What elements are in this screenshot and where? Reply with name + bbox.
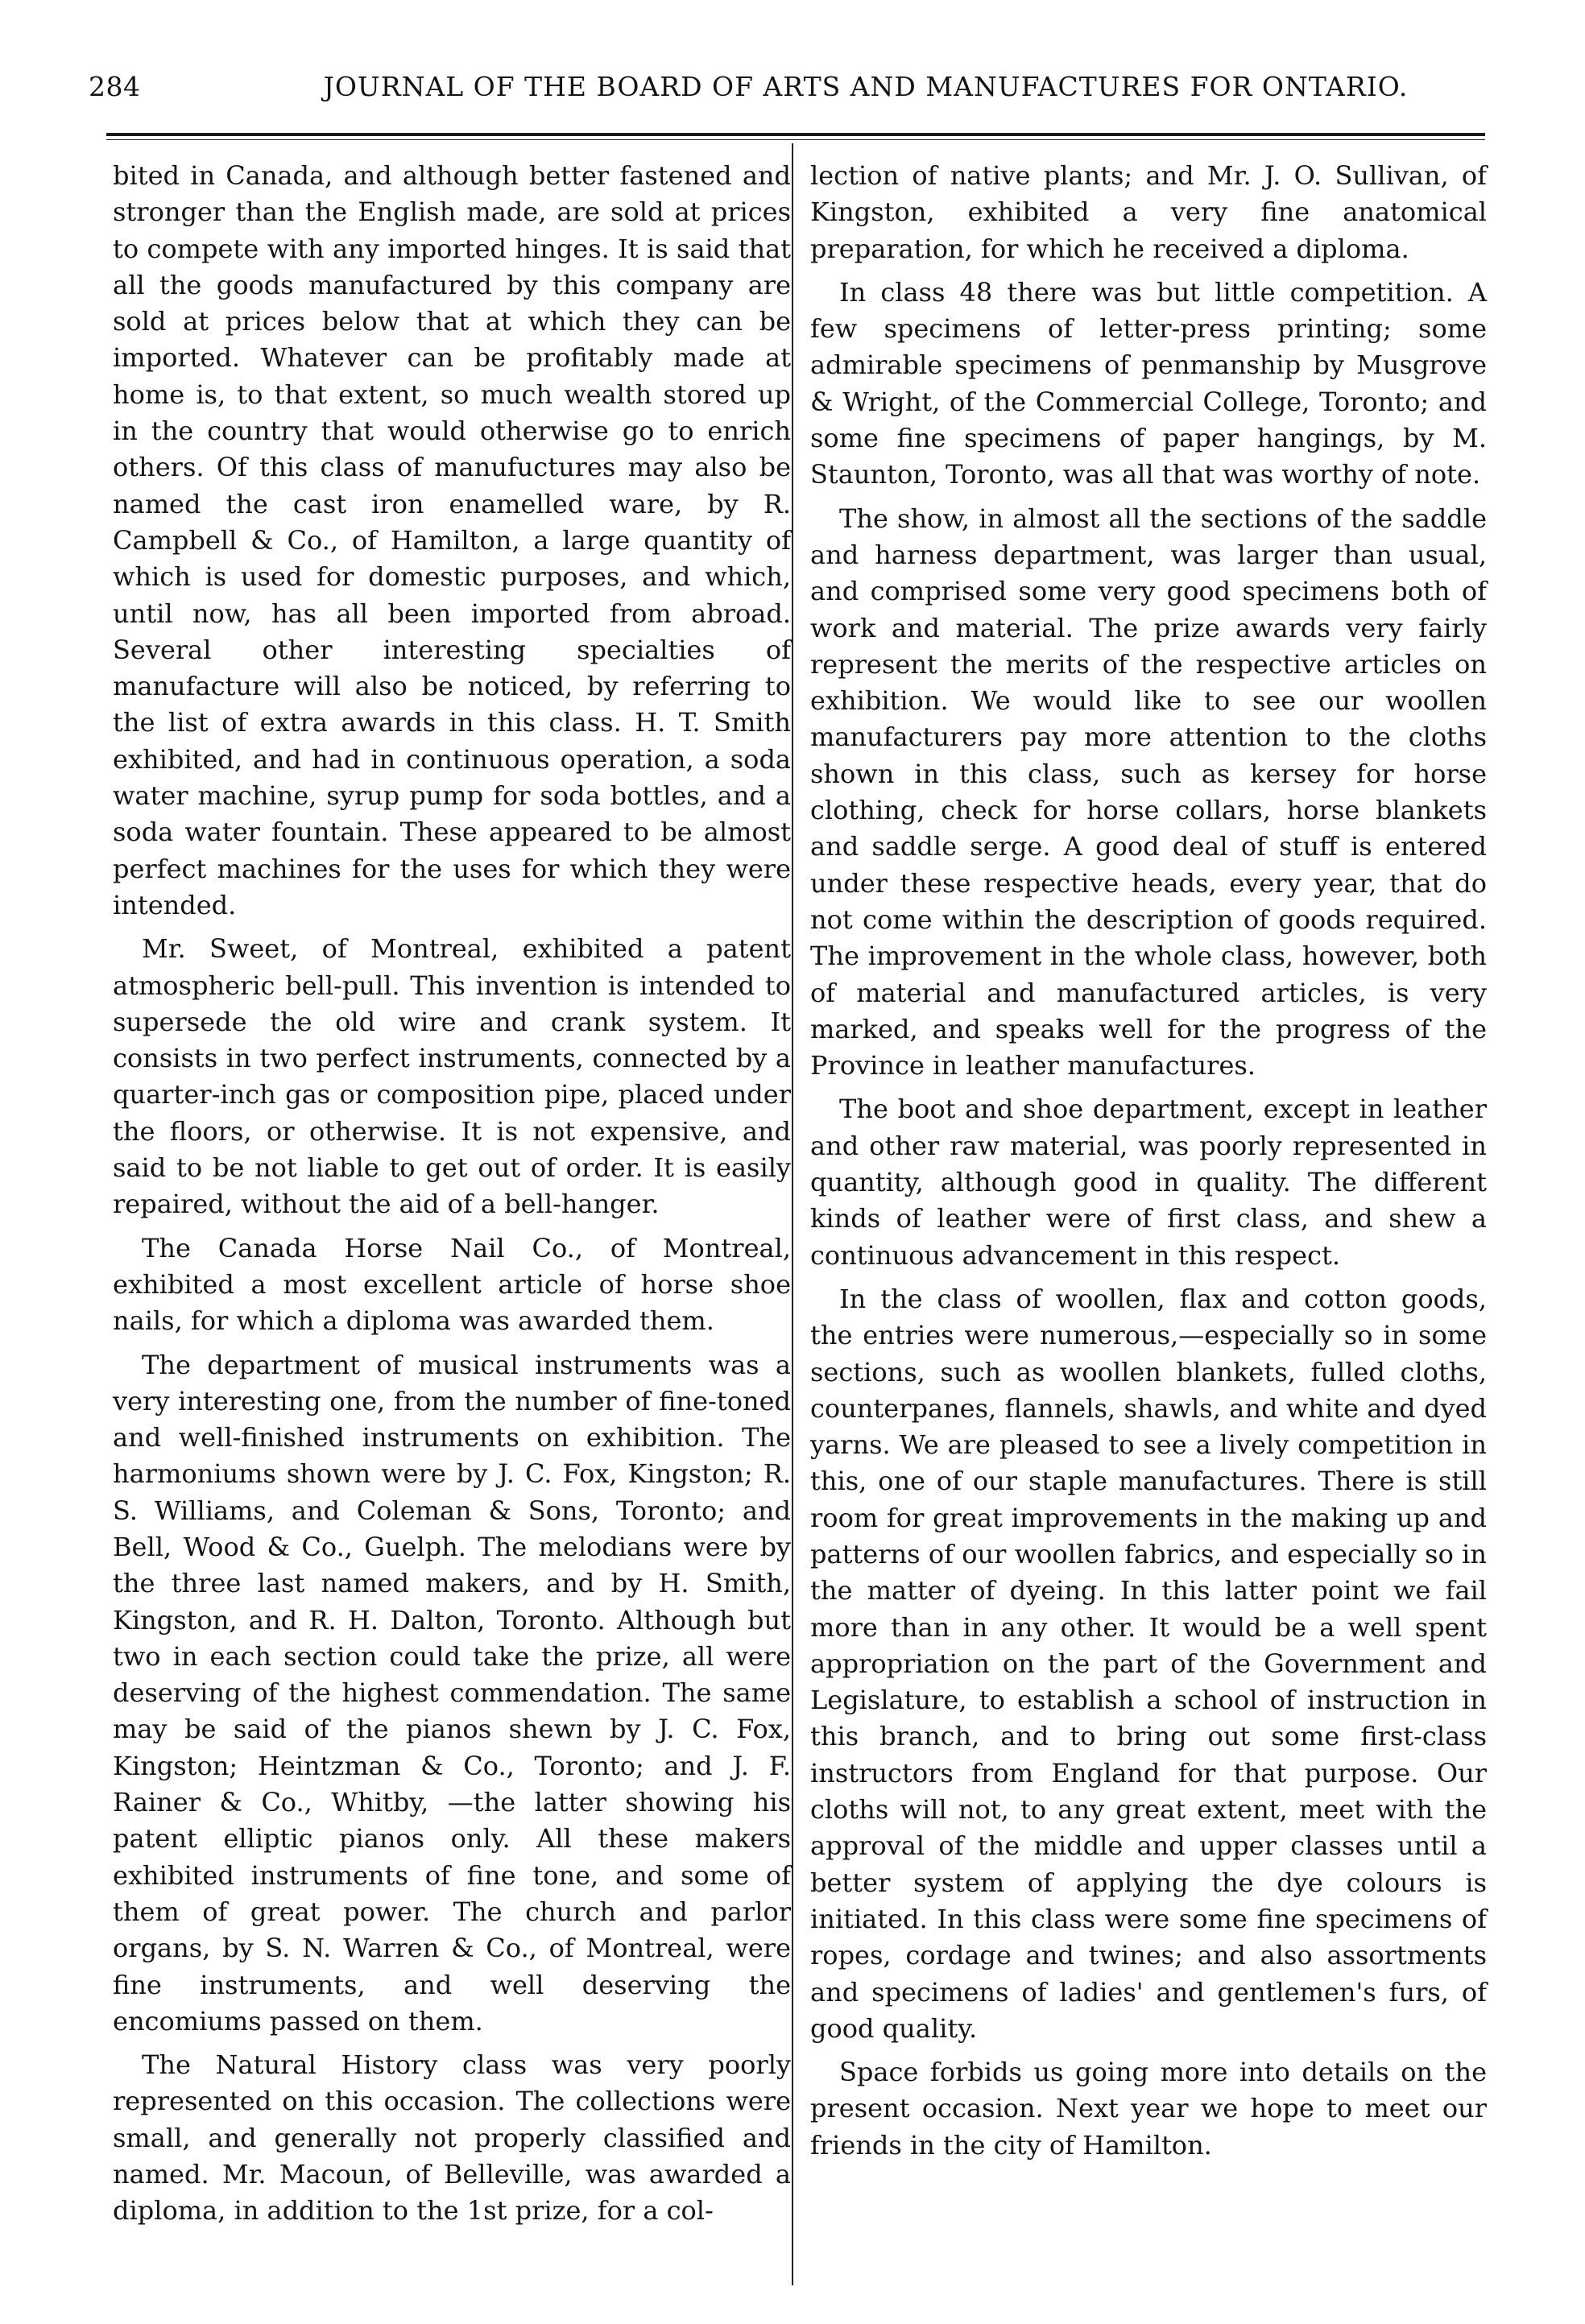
paragraph: The Canada Horse Nail Co., of Montreal, exhibited a most excellent article of horse shoe nails, for which a diploma was awarded them.: [113, 1232, 791, 1337]
paragraph: In class 48 there was but little competition. A few specimens of letter-press printing; some admirable specimens of penmanship by Musgrove & Wright, of the Commercial College, Toronto; and some fine specimens of paper hangings, by M. Staunton, Toronto, was all that was worthy of note.: [810, 276, 1487, 490]
paragraph: The show, in almost all the sections of the saddle and harness department, was larger than usual, and comprised some very good specimens both of work and material. The prize awards very fairly represent the merits of the respective articles on exhibition. We would like to see our woollen manufacturers pay more attention to the cloths shown in this class, such as kersey for horse clothing, check for horse collars, horse blankets and saddle serge. A good deal of stuff is entered under these respective heads, every year, that do not come within the description of goods required. The improvement in the whole class, however, both of material and manufactured articles, is very marked, and speaks well for the progress of the Province in leather manufactures.: [810, 502, 1487, 1081]
running-head: [89, 71, 1506, 111]
journal-title: JOURNAL OF THE BOARD OF ARTS AND MANUFACTURES FOR ONTARIO.: [323, 71, 1409, 102]
paragraph: The Natural History class was very poorly represented on this occasion. The collections were small, and generally not properly classified and named. Mr. Macoun, of Belleville, was awarded a diploma, in addition to the 1st prize, for a col-: [113, 2049, 791, 2227]
paragraph: The boot and shoe department, except in leather and other raw material, was poorly represented in quantity, although good in quality. The different kinds of leather were of first class, and shew a continuous advancement in this respect.: [810, 1094, 1487, 1271]
header-rule-thin: [106, 139, 1485, 140]
paragraph: In the class of woollen, flax and cotton goods, the entries were numerous,—especially so in some sections, such as woollen blankets, fulled cloths, counterpanes, flannels, shawls, and white and dyed yarns. We are pleased to see a lively competition in this, one of our staple manufactures. There is still room for great improvements in the making up and patterns of our woollen fabrics, and especially so in the matter of dyeing. In this latter point we fail more than in any other. It would be a well spent appropriation on the part of the Government and Legislature, to establish a school of instruction in this branch, and to bring out some first-class instructors from England for that purpose. Our cloths will not, to any great extent, meet with the approval of the middle and upper classes until a better system of applying the dye colours is initiated. In this class were some fine specimens of ropes, cordage and twines; and also assortments and specimens of ladies' and gentlemen's furs, of good quality.: [810, 1283, 1487, 2044]
right-column: [810, 158, 1487, 2171]
column-divider: [792, 143, 793, 2285]
paragraph: lection of native plants; and Mr. J. O. Sullivan, of Kingston, exhibited a very fine anatomical preparation, for which he received a diploma.: [810, 160, 1487, 264]
left-column: [113, 158, 791, 2237]
paragraph: bited in Canada, and although better fastened and stronger than the English made, are sold at prices to compete with any imported hinges. It is said that all the goods manufactured by this company are sold at prices below that at which they can be imported. Whatever can be profitably made at home is, to that extent, so much wealth stored up in the country that would otherwise go to enrich others. Of this class of manufuctures may also be named the cast iron enamelled ware, by R. Campbell & Co., of Hamilton, a large quantity of which is used for domestic purposes, and which, until now, has all been imported from abroad. Several other interesting specialties of manufacture will also be noticed, by referring to the list of extra awards in this class. H. T. Smith exhibited, and had in continuous operation, a soda water machine, syrup pump for soda bottles, and a soda water fountain. These appeared to be almost perfect machines for the uses for which they were intended.: [113, 160, 791, 920]
header-rule: [106, 133, 1485, 136]
paragraph: The department of musical instruments was a very interesting one, from the number of fine-toned and well-finished instruments on exhibition. The harmoniums shown were by J. C. Fox, Kingston; R. S. Williams, and Coleman & Sons, Toronto; and Bell, Wood & Co., Guelph. The melodians were by the three last named makers, and by H. Smith, Kingston, and R. H. Dalton, Toronto. Although but two in each section could take the prize, all were deserving of the highest commendation. The same may be said of the pianos shewn by J. C. Fox, Kingston; Heintzman & Co., Toronto; and J. F. Rainer & Co., Whitby, —the latter showing his patent elliptic pianos only. All these makers exhibited instruments of fine tone, and some of them of great power. The church and parlor organs, by S. N. Warren & Co., of Montreal, were fine instruments, and well deserving the encomiums passed on them.: [113, 1349, 791, 2037]
page-number: 284: [89, 71, 141, 102]
paragraph: Mr. Sweet, of Montreal, exhibited a patent atmospheric bell-pull. This invention is intended to supersede the old wire and crank system. It consists in two perfect instruments, connected by a quarter-inch gas or composition pipe, placed under the floors, or otherwise. It is not expensive, and said to be not liable to get out of order. It is easily repaired, without the aid of a bell-hanger.: [113, 933, 791, 1220]
paragraph: Space forbids us going more into details on the present occasion. Next year we hope to meet our friends in the city of Hamilton.: [810, 2057, 1487, 2161]
